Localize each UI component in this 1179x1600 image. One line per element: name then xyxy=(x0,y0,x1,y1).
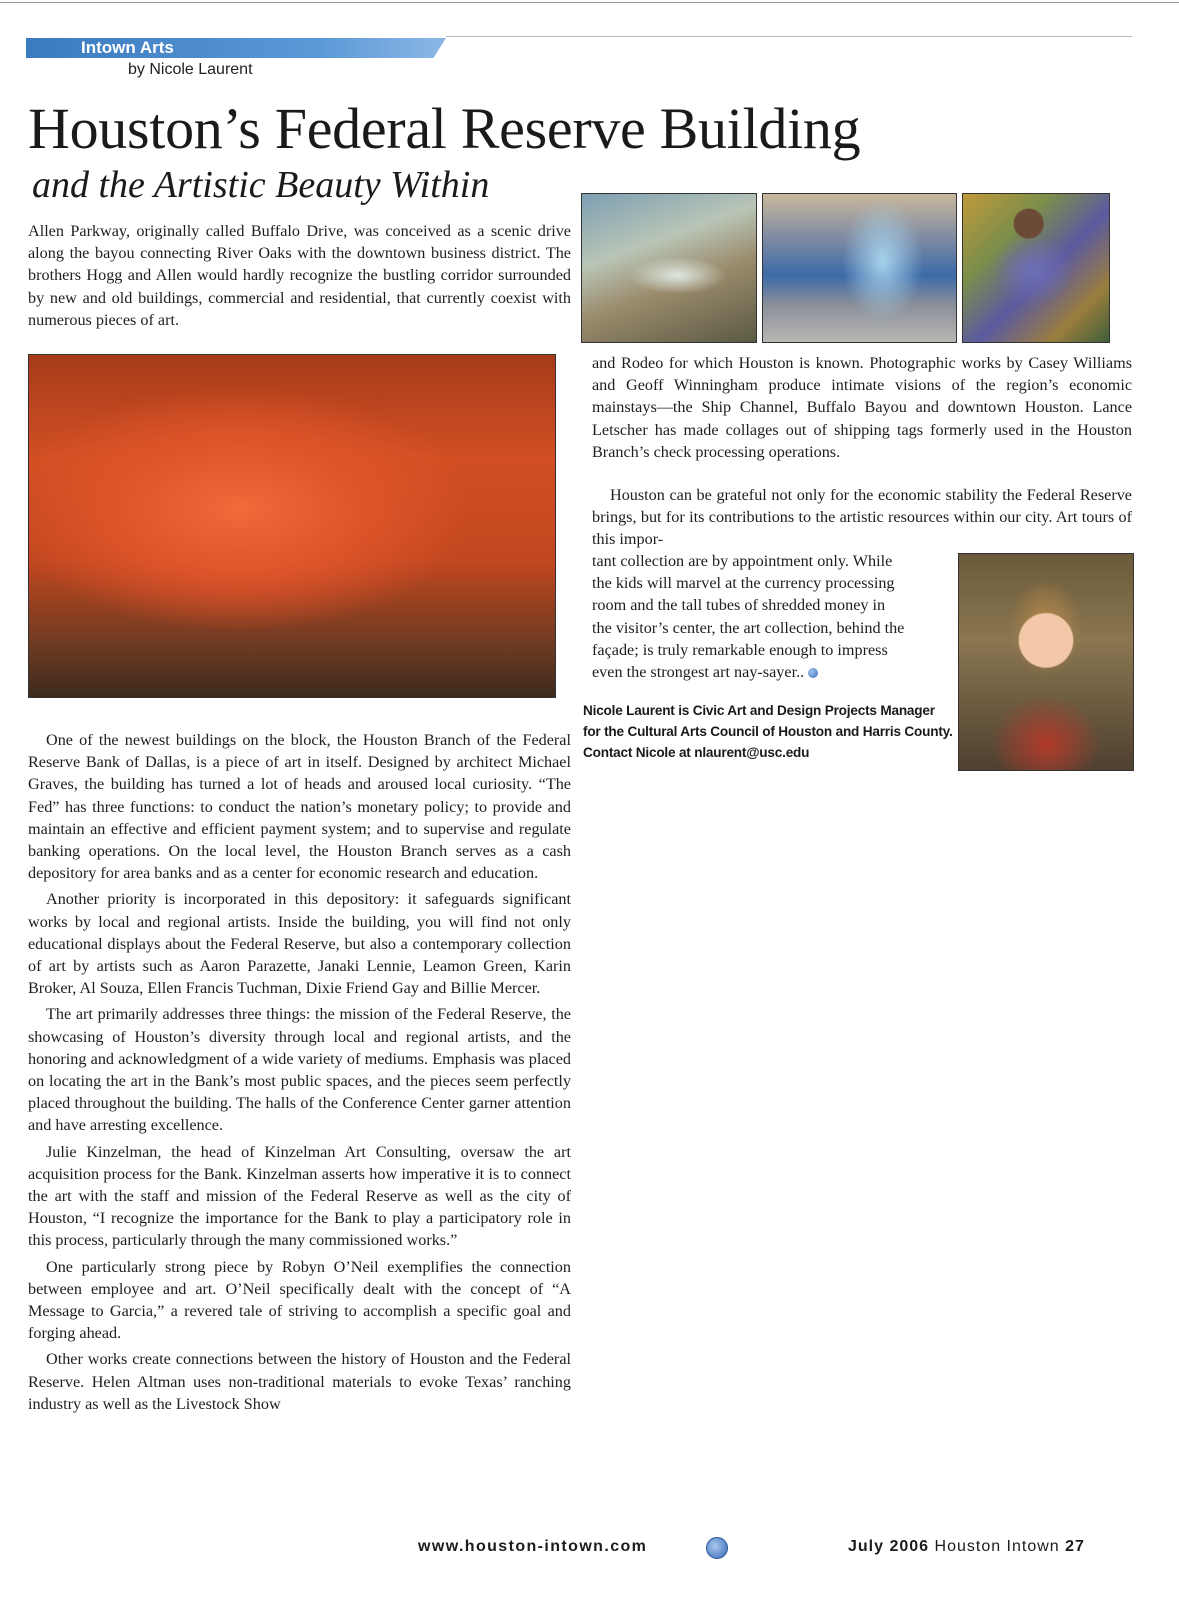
body-paragraph: Other works create connections between the history of Houston and the Federal Reserve. Helen Altman uses non-traditional materials to evoke Texas’ ranching industry as well as the Livestock Show xyxy=(28,1350,571,1413)
header-rule xyxy=(446,36,1132,37)
landscape-painting-photo xyxy=(581,193,757,343)
footer-issue xyxy=(848,1538,1085,1556)
body-paragraph: Julie Kinzelman, the head of Kinzelman Art Consulting, oversaw the art acquisition process for the Bank. Kinzelman asserts how imperative it is to connect the art with the staff and mission of the Federal Reserve as well as the city of Houston, “I recognize the importance for the Bank to play a participatory role in this process, particularly through the many commissioned works.” xyxy=(28,1142,571,1250)
body-paragraph: One particularly strong piece by Robyn O’Neil exemplifies the connection between employee and art. O’Neil specifically dealt with the concept of “A Message to Garcia,” a revered tale of striving to accomplish a specific goal and forging ahead. xyxy=(28,1257,571,1343)
closing-paragraph-wrap xyxy=(592,550,962,683)
closing-line: façade; is truly remarkable enough to impress xyxy=(592,640,888,659)
byline: by Nicole Laurent xyxy=(128,61,253,78)
closing-line: the kids will marvel at the currency processing xyxy=(592,574,895,593)
continuation-paragraph: and Rodeo for which Houston is known. Photographic works by Casey Williams and Geoff Winningham produce intimate visions of the region’s economic mainstays—the Ship Channel, Buffalo Bayou and downtown Houston. Lance Letscher has made collages out of shipping tags formerly used in the Houston Branch’s check processing operations. xyxy=(592,354,1132,461)
page-number: 27 xyxy=(1065,1538,1085,1555)
publication-name: Houston Intown xyxy=(934,1538,1060,1555)
hallway-artwork-photo xyxy=(762,193,957,343)
author-photo xyxy=(958,553,1134,771)
author-bio xyxy=(583,700,953,763)
body-paragraph: Another priority is incorporated in this depository: it safeguards significant works by local and regional artists. Inside the building, you will find not only educational displays about the Federal Reserve, but also a contemporary collection of art by artists such as Aaron Parazette, Janaki Lennie, Leamon Green, Karin Broker, Al Souza, Ellen Francis Tuchman, Dixie Friend Gay and Billie Mercer. xyxy=(28,890,571,998)
left-column xyxy=(28,729,571,1415)
bio-line: Nicole Laurent is Civic Art and Design Projects Manager xyxy=(583,703,935,718)
footer-url: www.houston-intown.com xyxy=(418,1538,648,1555)
top-border xyxy=(0,2,1179,3)
portrait-painting-photo xyxy=(962,193,1110,343)
closing-line: room and the tall tubes of shredded money in xyxy=(592,596,886,615)
closing-line-text: even the strongest art nay-sayer.. xyxy=(592,663,805,682)
orange-artwork-photo xyxy=(28,354,556,698)
issue-date: July 2006 xyxy=(848,1538,930,1555)
closing-paragraph-start: Houston can be grateful not only for the economic stability the Federal Reserve brings, but for its contributions to the artistic resources within our city. Art tours of this impor- xyxy=(592,486,1132,549)
end-mark-icon xyxy=(808,668,818,678)
magazine-logo-icon xyxy=(706,1537,728,1559)
subheadline: and the Artistic Beauty Within xyxy=(32,164,490,206)
intro-paragraph: Allen Parkway, originally called Buffalo Drive, was conceived as a scenic drive along the bayou connecting River Oaks with the downtown business district. The brothers Hogg and Allen would hardly recognize the bustling corridor surrounded by new and old buildings, commercial and residential, that currently coexist with numerous pieces of art. xyxy=(28,222,571,329)
bio-line: for the Cultural Arts Council of Houston and Harris County. xyxy=(583,724,953,739)
headline: Houston’s Federal Reserve Building xyxy=(28,96,861,161)
body-paragraph: The art primarily addresses three things: the mission of the Federal Reserve, the showcasing of Houston’s diversity through local and regional artists, and the honoring and acknowledgment of a wide variety of mediums. Emphasis was placed on locating the art in the Bank’s most public spaces, and the pieces seem perfectly placed throughout the building. The halls of the Conference Center garner attention and have arresting excellence. xyxy=(28,1005,571,1135)
closing-line: tant collection are by appointment only. While xyxy=(592,552,893,570)
bio-line: Contact Nicole at nlaurent@usc.edu xyxy=(583,745,810,760)
section-label: Intown Arts xyxy=(81,38,174,57)
closing-line-last xyxy=(592,661,962,683)
closing-line: the visitor’s center, the art collection, behind the xyxy=(592,618,905,637)
body-paragraph: One of the newest buildings on the block, the Houston Branch of the Federal Reserve Bank of Dallas, is a piece of art in itself. Designed by architect Michael Graves, the building has turned a lot of heads and aroused local curiosity. “The Fed” has three functions: to conduct the nation’s monetary policy; to provide and maintain an effective and efficient payment system; and to supervise and regulate banking operations. On the local level, the Houston Branch serves as a cash depository for area banks and as a center for economic research and education. xyxy=(28,731,571,883)
